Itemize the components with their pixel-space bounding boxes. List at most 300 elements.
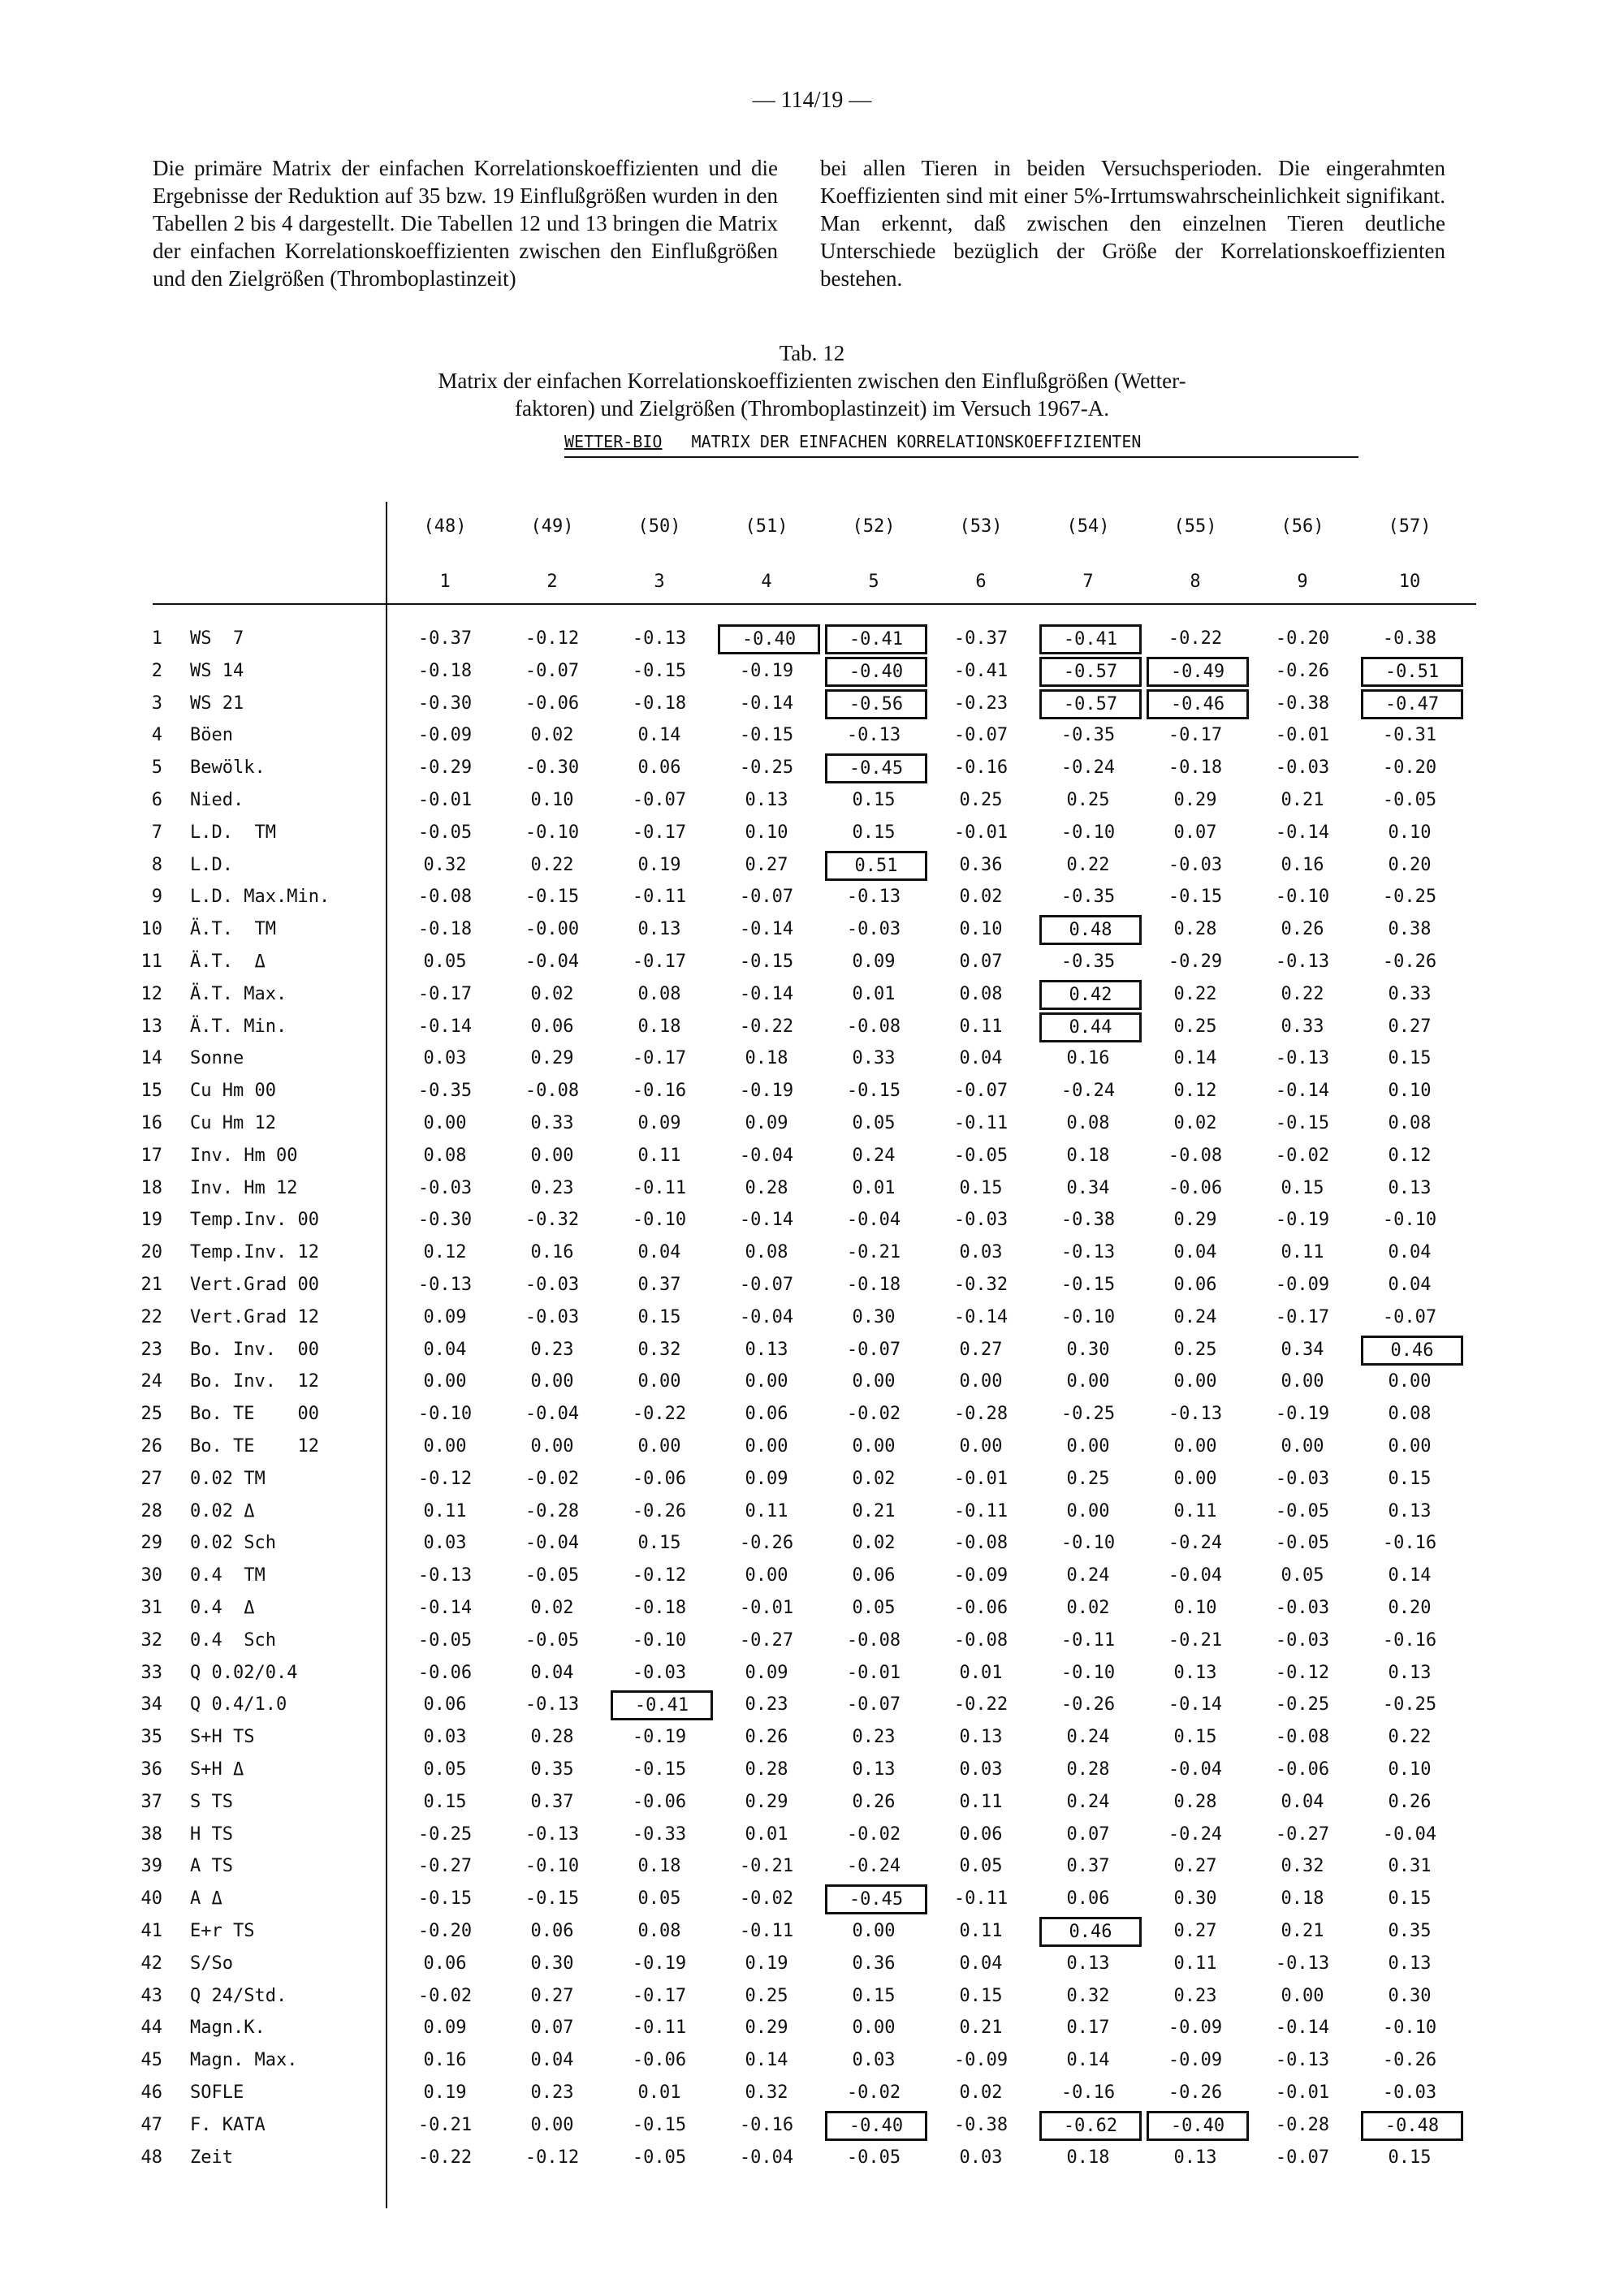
- coefficient-cell: 0.26: [1281, 919, 1324, 940]
- column-code-4: (51): [745, 516, 788, 537]
- table-row: [0, 913, 1624, 945]
- table-row: [0, 1979, 1624, 2012]
- row-number: 20: [140, 1242, 162, 1263]
- column-code-9: (56): [1281, 516, 1324, 537]
- row-number: 5: [151, 757, 162, 779]
- coefficient-cell: -0.04: [525, 952, 580, 972]
- coefficient-cell: -0.37: [417, 628, 473, 649]
- subtitle-left: WETTER-BIO: [564, 432, 663, 451]
- coefficient-cell: 0.09: [423, 2018, 467, 2039]
- coefficient-cell: 0.11: [959, 1016, 1003, 1037]
- coefficient-cell: 0.08: [1388, 1113, 1432, 1133]
- table-row: [0, 1042, 1624, 1074]
- coefficient-cell: -0.10: [1382, 2018, 1437, 2039]
- intro-text-left: Die primäre Matrix der einfachen Korrelationskoeffizienten und die Ergebnisse der Reduktion auf 35 bzw. 19 Einflußgrößen wurden in den Tabellen 2 bis 4 dargestellt. Die Tabellen 12 und 13 bringen die Matrix der einfachen Korrelationskoeffizienten zwischen den Einflußgrößen und den Zielgrößen (Thromboplastinzeit): [153, 156, 778, 291]
- row-label: Q 0.02/0.4: [190, 1662, 298, 1683]
- coefficient-cell: 0.00: [530, 1371, 574, 1392]
- table-row: [0, 1914, 1624, 1947]
- coefficient-cell: -0.06: [525, 693, 580, 714]
- row-number: 42: [140, 1953, 162, 1974]
- coefficient-cell: -0.10: [417, 1404, 473, 1425]
- coefficient-cell: -0.03: [1275, 757, 1330, 779]
- coefficient-cell: 0.13: [1388, 1177, 1432, 1198]
- coefficient-cell: 0.00: [852, 1371, 896, 1392]
- coefficient-cell: 0.14: [745, 2050, 788, 2071]
- significant-coefficient-cell: -0.45: [825, 753, 927, 783]
- column-number-1: 1: [439, 572, 451, 592]
- table-row: [0, 751, 1624, 783]
- coefficient-cell: -0.13: [525, 1823, 580, 1845]
- column-number-10: 10: [1398, 572, 1421, 592]
- coefficient-cell: -0.18: [1168, 757, 1223, 779]
- coefficient-cell: -0.18: [632, 1598, 687, 1618]
- coefficient-cell: -0.01: [953, 1468, 1009, 1489]
- coefficient-cell: 0.05: [852, 1598, 896, 1618]
- coefficient-cell: 0.38: [1388, 919, 1432, 940]
- coefficient-cell: -0.38: [1275, 693, 1330, 714]
- coefficient-cell: 0.32: [745, 2082, 788, 2103]
- coefficient-cell: -0.11: [1060, 1629, 1116, 1651]
- coefficient-cell: -0.12: [417, 1468, 473, 1489]
- coefficient-cell: 0.14: [1388, 1565, 1432, 1586]
- column-code-7: (54): [1066, 516, 1110, 537]
- coefficient-cell: 0.13: [745, 1339, 788, 1360]
- table-row: [0, 848, 1624, 881]
- coefficient-cell: -0.18: [417, 919, 473, 940]
- coefficient-cell: 0.12: [1388, 1145, 1432, 1166]
- coefficient-cell: 0.25: [1066, 1468, 1110, 1489]
- coefficient-cell: 0.00: [959, 1436, 1003, 1457]
- row-number: 1: [151, 628, 162, 649]
- significant-coefficient-cell: 0.46: [1039, 1917, 1142, 1947]
- coefficient-cell: 0.06: [959, 1823, 1003, 1845]
- row-number: 35: [140, 1727, 162, 1748]
- table-row: [0, 1720, 1624, 1753]
- table-header-divider: [153, 603, 1476, 605]
- coefficient-cell: 0.07: [1066, 1823, 1110, 1845]
- coefficient-cell: 0.09: [852, 952, 896, 972]
- coefficient-cell: -0.14: [739, 1210, 794, 1231]
- coefficient-cell: -0.11: [953, 1500, 1009, 1521]
- table-row: [0, 622, 1624, 654]
- coefficient-cell: -0.13: [632, 628, 687, 649]
- coefficient-cell: 0.03: [423, 1533, 467, 1554]
- coefficient-cell: -0.01: [1275, 725, 1330, 746]
- row-label: 0.4 Sch: [190, 1629, 276, 1651]
- coefficient-cell: -0.28: [525, 1500, 580, 1521]
- coefficient-cell: 0.30: [530, 1953, 574, 1974]
- coefficient-cell: 0.11: [637, 1145, 681, 1166]
- significant-coefficient-cell: -0.46: [1147, 689, 1249, 719]
- coefficient-cell: -0.09: [1168, 2018, 1223, 2039]
- coefficient-cell: 0.02: [530, 725, 574, 746]
- coefficient-cell: 0.15: [637, 1306, 681, 1327]
- coefficient-cell: 0.13: [745, 790, 788, 810]
- row-label: L.D. TM: [190, 822, 276, 843]
- coefficient-cell: 0.30: [1066, 1339, 1110, 1360]
- coefficient-cell: -0.25: [1275, 1694, 1330, 1716]
- coefficient-cell: 0.02: [852, 1468, 896, 1489]
- coefficient-cell: -0.04: [525, 1404, 580, 1425]
- coefficient-cell: -0.25: [739, 757, 794, 779]
- coefficient-cell: -0.21: [739, 1856, 794, 1877]
- coefficient-cell: -0.04: [846, 1210, 901, 1231]
- coefficient-cell: 0.25: [1066, 790, 1110, 810]
- coefficient-cell: 0.00: [1173, 1371, 1217, 1392]
- coefficient-cell: 0.15: [1388, 2147, 1432, 2168]
- row-number: 25: [140, 1404, 162, 1425]
- coefficient-cell: 0.02: [1173, 1113, 1217, 1133]
- coefficient-cell: 0.04: [423, 1339, 467, 1360]
- coefficient-cell: -0.01: [1275, 2082, 1330, 2103]
- coefficient-cell: 0.06: [423, 1694, 467, 1716]
- coefficient-cell: -0.05: [525, 1629, 580, 1651]
- coefficient-cell: 0.15: [637, 1533, 681, 1554]
- coefficient-cell: -0.10: [1060, 822, 1116, 843]
- significant-coefficient-cell: -0.62: [1039, 2111, 1142, 2141]
- coefficient-cell: 0.11: [745, 1500, 788, 1521]
- coefficient-cell: 0.00: [530, 1436, 574, 1457]
- row-label: Cu Hm 12: [190, 1113, 276, 1133]
- row-number: 41: [140, 1921, 162, 1941]
- row-label: Vert.Grad 12: [190, 1306, 319, 1327]
- coefficient-cell: -0.26: [1382, 952, 1437, 972]
- coefficient-cell: 0.11: [1173, 1953, 1217, 1974]
- coefficient-cell: 0.08: [423, 1145, 467, 1166]
- coefficient-cell: -0.11: [632, 2018, 687, 2039]
- table-row: [0, 1656, 1624, 1689]
- coefficient-cell: 0.04: [1173, 1242, 1217, 1263]
- coefficient-cell: -0.19: [739, 660, 794, 681]
- coefficient-cell: 0.00: [1066, 1371, 1110, 1392]
- table-row: [0, 1526, 1624, 1559]
- coefficient-cell: 0.18: [1281, 1888, 1324, 1910]
- row-number: 43: [140, 1985, 162, 2006]
- coefficient-cell: 0.37: [530, 1791, 574, 1812]
- coefficient-cell: 0.24: [1066, 1727, 1110, 1748]
- coefficient-cell: -0.12: [632, 1565, 687, 1586]
- coefficient-cell: 0.29: [1173, 790, 1217, 810]
- coefficient-cell: 0.01: [745, 1823, 788, 1845]
- row-number: 45: [140, 2050, 162, 2071]
- row-number: 32: [140, 1629, 162, 1651]
- table-row: [0, 1818, 1624, 1850]
- coefficient-cell: 0.23: [530, 1339, 574, 1360]
- coefficient-cell: -0.10: [632, 1210, 687, 1231]
- row-number: 37: [140, 1791, 162, 1812]
- coefficient-cell: 0.26: [1388, 1791, 1432, 1812]
- row-number: 8: [151, 854, 162, 875]
- column-number-6: 6: [975, 572, 987, 592]
- row-label: 0.02 TM: [190, 1468, 266, 1489]
- row-number: 31: [140, 1598, 162, 1618]
- row-label: 0.02 Sch: [190, 1533, 276, 1554]
- coefficient-cell: -0.33: [632, 1823, 687, 1845]
- coefficient-cell: 0.16: [423, 2050, 467, 2071]
- coefficient-cell: 0.15: [959, 1985, 1003, 2006]
- coefficient-cell: 0.11: [959, 1921, 1003, 1941]
- row-label: 0.4 TM: [190, 1565, 266, 1586]
- coefficient-cell: 0.28: [1066, 1759, 1110, 1780]
- coefficient-cell: -0.15: [632, 1759, 687, 1780]
- coefficient-cell: 0.06: [423, 1953, 467, 1974]
- coefficient-cell: 0.23: [530, 1177, 574, 1198]
- coefficient-cell: 0.15: [959, 1177, 1003, 1198]
- coefficient-cell: -0.03: [846, 919, 901, 940]
- coefficient-cell: 0.28: [530, 1727, 574, 1748]
- coefficient-cell: -0.04: [739, 1145, 794, 1166]
- table-row: [0, 1236, 1624, 1268]
- coefficient-cell: -0.17: [1168, 725, 1223, 746]
- coefficient-cell: 0.34: [1281, 1339, 1324, 1360]
- coefficient-cell: -0.14: [1275, 1081, 1330, 1102]
- coefficient-cell: 0.07: [530, 2018, 574, 2039]
- coefficient-cell: -0.02: [1275, 1145, 1330, 1166]
- row-label: Ä.T. Δ: [190, 952, 266, 972]
- coefficient-cell: 0.18: [745, 1048, 788, 1069]
- coefficient-cell: -0.35: [417, 1081, 473, 1102]
- table-row: [0, 880, 1624, 913]
- coefficient-cell: 0.03: [959, 1759, 1003, 1780]
- coefficient-cell: 0.00: [1281, 1985, 1324, 2006]
- coefficient-cell: 0.28: [745, 1759, 788, 1780]
- table-label: Tab. 12: [779, 341, 845, 365]
- coefficient-cell: -0.04: [1382, 1823, 1437, 1845]
- coefficient-cell: 0.29: [1173, 1210, 1217, 1231]
- coefficient-cell: 0.22: [1281, 983, 1324, 1004]
- coefficient-cell: 0.18: [637, 1016, 681, 1037]
- row-label: Ä.T. TM: [190, 919, 276, 940]
- coefficient-cell: -0.20: [1382, 757, 1437, 779]
- row-label: WS 21: [190, 693, 244, 714]
- coefficient-cell: 0.25: [959, 790, 1003, 810]
- table-caption-line-2: faktoren) und Zielgrößen (Thromboplastinzeit) im Versuch 1967-A.: [514, 396, 1110, 421]
- coefficient-cell: -0.05: [953, 1145, 1009, 1166]
- column-code-1: (48): [423, 516, 467, 537]
- coefficient-cell: 0.07: [1173, 822, 1217, 843]
- coefficient-cell: -0.11: [632, 887, 687, 908]
- coefficient-cell: -0.19: [632, 1953, 687, 1974]
- coefficient-cell: 0.23: [1173, 1985, 1217, 2006]
- coefficient-cell: -0.08: [953, 1629, 1009, 1651]
- coefficient-cell: -0.35: [1060, 887, 1116, 908]
- coefficient-cell: 0.08: [1388, 1404, 1432, 1425]
- coefficient-cell: 0.33: [1388, 983, 1432, 1004]
- coefficient-cell: 0.27: [745, 854, 788, 875]
- row-label: L.D.: [190, 854, 233, 875]
- coefficient-cell: -0.16: [632, 1081, 687, 1102]
- row-label: L.D. Max.Min.: [190, 887, 330, 908]
- coefficient-cell: 0.00: [745, 1371, 788, 1392]
- coefficient-cell: 0.36: [852, 1953, 896, 1974]
- coefficient-cell: 0.00: [1173, 1468, 1217, 1489]
- coefficient-cell: -0.32: [953, 1275, 1009, 1295]
- row-number: 48: [140, 2147, 162, 2168]
- coefficient-cell: -0.23: [953, 693, 1009, 714]
- coefficient-cell: -0.25: [1382, 1694, 1437, 1716]
- coefficient-cell: -0.27: [1275, 1823, 1330, 1845]
- table-row: [0, 1333, 1624, 1366]
- table-row: [0, 1849, 1624, 1882]
- coefficient-cell: -0.13: [525, 1694, 580, 1716]
- significant-coefficient-cell: 0.46: [1361, 1336, 1463, 1366]
- row-number: 33: [140, 1662, 162, 1683]
- table-row: [0, 2076, 1624, 2108]
- row-label: Cu Hm 00: [190, 1081, 276, 1102]
- coefficient-cell: -0.05: [417, 1629, 473, 1651]
- coefficient-cell: 0.04: [530, 2050, 574, 2071]
- row-number: 11: [140, 952, 162, 972]
- coefficient-cell: -0.30: [417, 1210, 473, 1231]
- table-caption-line-1: Matrix der einfachen Korrelationskoeffizienten zwischen den Einflußgrößen (Wetter-: [438, 369, 1186, 393]
- coefficient-cell: -0.07: [739, 1275, 794, 1295]
- coefficient-cell: -0.07: [632, 790, 687, 810]
- row-number: 4: [151, 725, 162, 746]
- coefficient-cell: -0.03: [1382, 2082, 1437, 2103]
- row-label: Bewölk.: [190, 757, 266, 779]
- coefficient-cell: 0.16: [1281, 854, 1324, 875]
- coefficient-cell: -0.17: [632, 1985, 687, 2006]
- row-number: 28: [140, 1500, 162, 1521]
- coefficient-cell: -0.12: [525, 628, 580, 649]
- row-number: 14: [140, 1048, 162, 1069]
- coefficient-cell: 0.28: [1173, 919, 1217, 940]
- coefficient-cell: -0.38: [1060, 1210, 1116, 1231]
- coefficient-cell: -0.17: [417, 983, 473, 1004]
- row-label: Zeit: [190, 2147, 233, 2168]
- coefficient-cell: -0.08: [846, 1629, 901, 1651]
- coefficient-cell: 0.06: [637, 757, 681, 779]
- coefficient-cell: 0.06: [1173, 1275, 1217, 1295]
- table-subtitle: [564, 432, 1141, 451]
- coefficient-cell: 0.06: [530, 1016, 574, 1037]
- coefficient-cell: -0.08: [846, 1016, 901, 1037]
- coefficient-cell: 0.13: [1388, 1662, 1432, 1683]
- coefficient-cell: 0.18: [1066, 2147, 1110, 2168]
- significant-coefficient-cell: -0.47: [1361, 689, 1463, 719]
- coefficient-cell: -0.15: [525, 1888, 580, 1910]
- coefficient-cell: -0.08: [953, 1533, 1009, 1554]
- row-label: WS 14: [190, 660, 244, 681]
- coefficient-cell: 0.23: [745, 1694, 788, 1716]
- coefficient-cell: 0.33: [530, 1113, 574, 1133]
- significant-coefficient-cell: 0.42: [1039, 980, 1142, 1010]
- coefficient-cell: 0.21: [1281, 1921, 1324, 1941]
- table-row: [0, 816, 1624, 848]
- coefficient-cell: -0.11: [739, 1921, 794, 1941]
- coefficient-cell: -0.24: [1168, 1823, 1223, 1845]
- coefficient-cell: 0.25: [1173, 1339, 1217, 1360]
- significant-coefficient-cell: -0.49: [1147, 657, 1249, 687]
- coefficient-cell: -0.15: [1275, 1113, 1330, 1133]
- table-row: [0, 1430, 1624, 1462]
- coefficient-cell: -0.20: [417, 1921, 473, 1941]
- coefficient-cell: 0.07: [959, 952, 1003, 972]
- coefficient-cell: -0.07: [1382, 1306, 1437, 1327]
- row-number: 39: [140, 1856, 162, 1877]
- coefficient-cell: 0.08: [1066, 1113, 1110, 1133]
- coefficient-cell: 0.10: [959, 919, 1003, 940]
- coefficient-cell: -0.02: [739, 1888, 794, 1910]
- row-label: Vert.Grad 00: [190, 1275, 319, 1295]
- significant-coefficient-cell: -0.48: [1361, 2111, 1463, 2141]
- subtitle-rule: [564, 456, 1358, 458]
- intro-text-right: bei allen Tieren in beiden Versuchsperioden. Die eingerahmten Koeffizienten sind mit einer 5%-Irrtumswahrscheinlichkeit signifikant. Man erkennt, daß zwischen den einzelnen Tieren deutliche Unterschiede bezüglich der Größe der Korrelationskoeffizienten bestehen.: [820, 156, 1445, 291]
- row-label: Sonne: [190, 1048, 244, 1069]
- significant-coefficient-cell: -0.51: [1361, 657, 1463, 687]
- coefficient-cell: -0.15: [632, 660, 687, 681]
- row-number: 15: [140, 1081, 162, 1102]
- coefficient-cell: 0.24: [1173, 1306, 1217, 1327]
- coefficient-cell: -0.10: [1275, 887, 1330, 908]
- coefficient-cell: 0.09: [745, 1662, 788, 1683]
- row-number: 6: [151, 790, 162, 810]
- column-code-3: (50): [637, 516, 681, 537]
- column-number-5: 5: [868, 572, 879, 592]
- coefficient-cell: 0.05: [1281, 1565, 1324, 1586]
- table-row: [0, 1591, 1624, 1624]
- row-label: Q 24/Std.: [190, 1985, 287, 2006]
- row-number: 44: [140, 2018, 162, 2039]
- significant-coefficient-cell: -0.40: [718, 624, 820, 654]
- row-number: 9: [151, 887, 162, 908]
- significant-coefficient-cell: -0.57: [1039, 657, 1142, 687]
- coefficient-cell: 0.19: [637, 854, 681, 875]
- row-label: Ä.T. Min.: [190, 1016, 287, 1037]
- row-number: 46: [140, 2082, 162, 2103]
- row-number: 7: [151, 822, 162, 843]
- coefficient-cell: 0.15: [1388, 1468, 1432, 1489]
- coefficient-cell: 0.24: [1066, 1565, 1110, 1586]
- coefficient-cell: 0.04: [637, 1242, 681, 1263]
- coefficient-cell: -0.19: [1275, 1210, 1330, 1231]
- table-row: [0, 1203, 1624, 1236]
- coefficient-cell: 0.16: [1066, 1048, 1110, 1069]
- coefficient-cell: 0.04: [530, 1662, 574, 1683]
- coefficient-cell: 0.31: [1388, 1856, 1432, 1877]
- coefficient-cell: 0.17: [1066, 2018, 1110, 2039]
- coefficient-cell: 0.08: [959, 983, 1003, 1004]
- coefficient-cell: -0.13: [846, 887, 901, 908]
- coefficient-cell: 0.23: [852, 1727, 896, 1748]
- table-row: [0, 1947, 1624, 1979]
- coefficient-cell: 0.11: [959, 1791, 1003, 1812]
- coefficient-cell: 0.00: [423, 1371, 467, 1392]
- coefficient-cell: 0.00: [1066, 1500, 1110, 1521]
- coefficient-cell: 0.05: [423, 1759, 467, 1780]
- coefficient-cell: -0.10: [525, 1856, 580, 1877]
- coefficient-cell: -0.07: [953, 1081, 1009, 1102]
- table-row: [0, 1397, 1624, 1430]
- coefficient-cell: 0.19: [745, 1953, 788, 1974]
- coefficient-cell: 0.09: [423, 1306, 467, 1327]
- coefficient-cell: 0.27: [1388, 1016, 1432, 1037]
- coefficient-cell: -0.26: [1382, 2050, 1437, 2071]
- coefficient-cell: 0.15: [1281, 1177, 1324, 1198]
- coefficient-cell: 0.00: [745, 1436, 788, 1457]
- coefficient-cell: -0.04: [1168, 1565, 1223, 1586]
- coefficient-cell: 0.32: [423, 854, 467, 875]
- coefficient-cell: 0.32: [637, 1339, 681, 1360]
- column-code-5: (52): [852, 516, 896, 537]
- table-row: [0, 945, 1624, 978]
- coefficient-cell: -0.22: [632, 1404, 687, 1425]
- coefficient-cell: -0.10: [1060, 1662, 1116, 1683]
- coefficient-cell: -0.03: [1275, 1598, 1330, 1618]
- coefficient-cell: -0.17: [632, 952, 687, 972]
- coefficient-cell: -0.24: [1060, 1081, 1116, 1102]
- table-row: [0, 1882, 1624, 1914]
